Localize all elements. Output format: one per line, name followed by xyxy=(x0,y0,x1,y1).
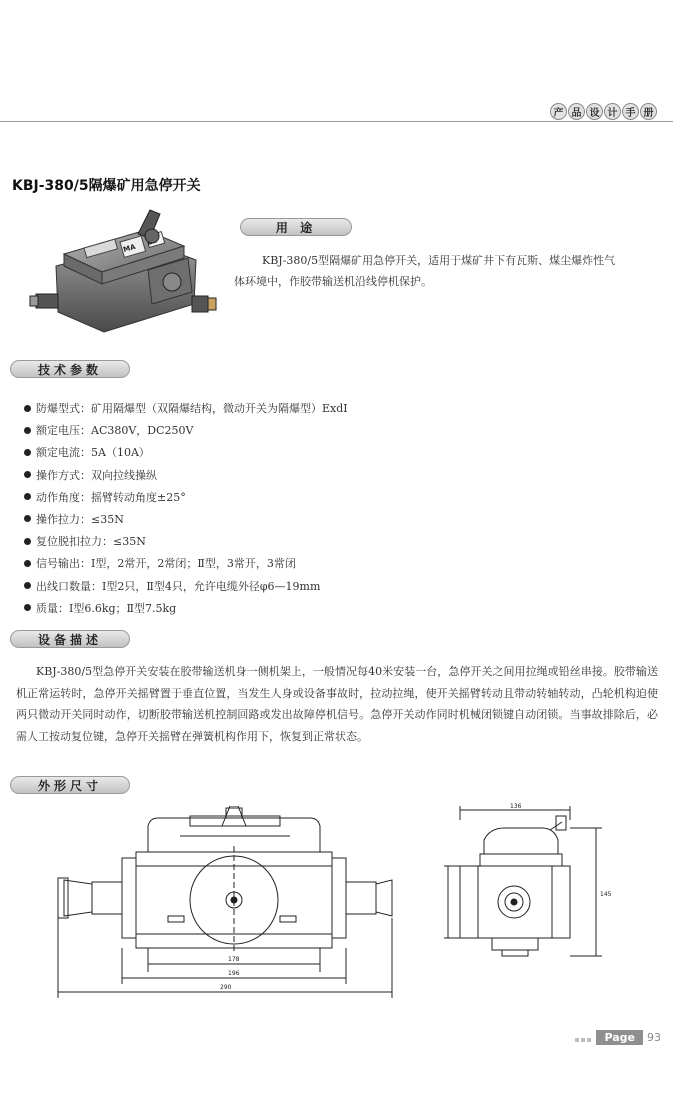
usage-heading: 用 途 xyxy=(240,218,352,236)
params-heading: 技术参数 xyxy=(10,360,130,378)
front-dim-3: 290 xyxy=(220,984,232,991)
param-list xyxy=(24,398,348,620)
header-char: 设 xyxy=(586,103,603,120)
product-photo xyxy=(28,208,224,340)
param-text: 质量：Ⅰ型6.6kg；Ⅱ型7.5kg xyxy=(36,601,177,615)
page-footer xyxy=(574,1028,661,1047)
usage-line-1: KBJ-380/5型隔爆矿用急停开关，适用于煤矿井下有瓦斯、煤尘爆炸性气 xyxy=(262,254,616,267)
param-item xyxy=(24,398,348,420)
description-heading: 设备描述 xyxy=(10,630,130,648)
bullet-icon xyxy=(24,449,31,456)
param-item xyxy=(24,420,348,442)
param-text: 额定电压：AC380V，DC250V xyxy=(36,424,194,438)
param-text: 复位脱扣拉力：≤35N xyxy=(36,535,146,549)
header-tag xyxy=(550,103,657,120)
param-item xyxy=(24,487,348,509)
param-text: 出线口数量：Ⅰ型2只，Ⅱ型4只，允许电缆外径φ6—19mm xyxy=(36,579,321,593)
bullet-icon xyxy=(24,538,31,545)
param-item xyxy=(24,598,348,620)
header-char: 计 xyxy=(604,103,621,120)
bullet-icon xyxy=(24,493,31,500)
param-item xyxy=(24,442,348,464)
description-text: KBJ-380/5型急停开关安装在胶带输送机身一侧机架上，一般情况每40米安装一台，急停开关之间用拉绳或铅丝串接。胶带输送机正常运转时，急停开关摇臂置于垂直位置，当发生人身或设备事故时，拉动拉绳，使开关摇臂转动且带动转轴转动，凸轮机构迫使两只微动开关同时动作，切断胶带输送机控制回路或发出故障停机信号。急停开关动作同时机械闭锁键自动闭锁。当事故排除后，必需人工按动复位键，急停开关摇臂在弹簧机构作用下，恢复到正常状态。 xyxy=(16,665,658,743)
dimensions-heading: 外形尺寸 xyxy=(10,776,130,794)
param-item xyxy=(24,509,348,531)
usage-text xyxy=(234,250,658,292)
side-dim-right: 145 xyxy=(600,891,612,898)
param-text: 防爆型式：矿用隔爆型（双隔爆结构，微动开关为隔爆型）ExdI xyxy=(36,402,348,415)
bullet-icon xyxy=(24,515,31,522)
page-title: KBJ-380/5隔爆矿用急停开关 xyxy=(12,178,201,194)
plate-ma-text: MA xyxy=(122,242,137,254)
front-dim-1: 178 xyxy=(228,956,240,963)
param-text: 额定电流：5A（10A） xyxy=(36,446,150,460)
page-number: 93 xyxy=(647,1031,661,1044)
bullet-icon xyxy=(24,427,31,434)
param-text: 操作拉力：≤35N xyxy=(36,512,124,526)
header-divider xyxy=(0,121,673,122)
param-text: 操作方式：双向拉线操纵 xyxy=(36,468,157,482)
header-char: 册 xyxy=(640,103,657,120)
param-item xyxy=(24,465,348,487)
front-view-drawing xyxy=(40,806,400,1002)
footer-decoration xyxy=(574,1028,592,1047)
header-char: 手 xyxy=(622,103,639,120)
bullet-icon xyxy=(24,604,31,611)
param-text: 信号输出：Ⅰ型，2常开，2常闭；Ⅱ型，3常开，3常闭 xyxy=(36,557,296,571)
bullet-icon xyxy=(24,560,31,567)
bullet-icon xyxy=(24,405,31,412)
page-label: Page xyxy=(596,1030,643,1045)
param-item xyxy=(24,576,348,598)
bullet-icon xyxy=(24,582,31,589)
param-text: 动作角度：摇臂转动角度±25° xyxy=(36,490,186,504)
usage-line-2: 体环境中，作胶带输送机沿线停机保护。 xyxy=(234,275,432,288)
front-dim-2: 196 xyxy=(228,970,240,977)
side-dim-top: 136 xyxy=(510,803,522,810)
side-view-drawing xyxy=(430,800,616,970)
param-item xyxy=(24,531,348,553)
param-item xyxy=(24,553,348,575)
bullet-icon xyxy=(24,471,31,478)
header-char: 品 xyxy=(568,103,585,120)
header-char: 产 xyxy=(550,103,567,120)
